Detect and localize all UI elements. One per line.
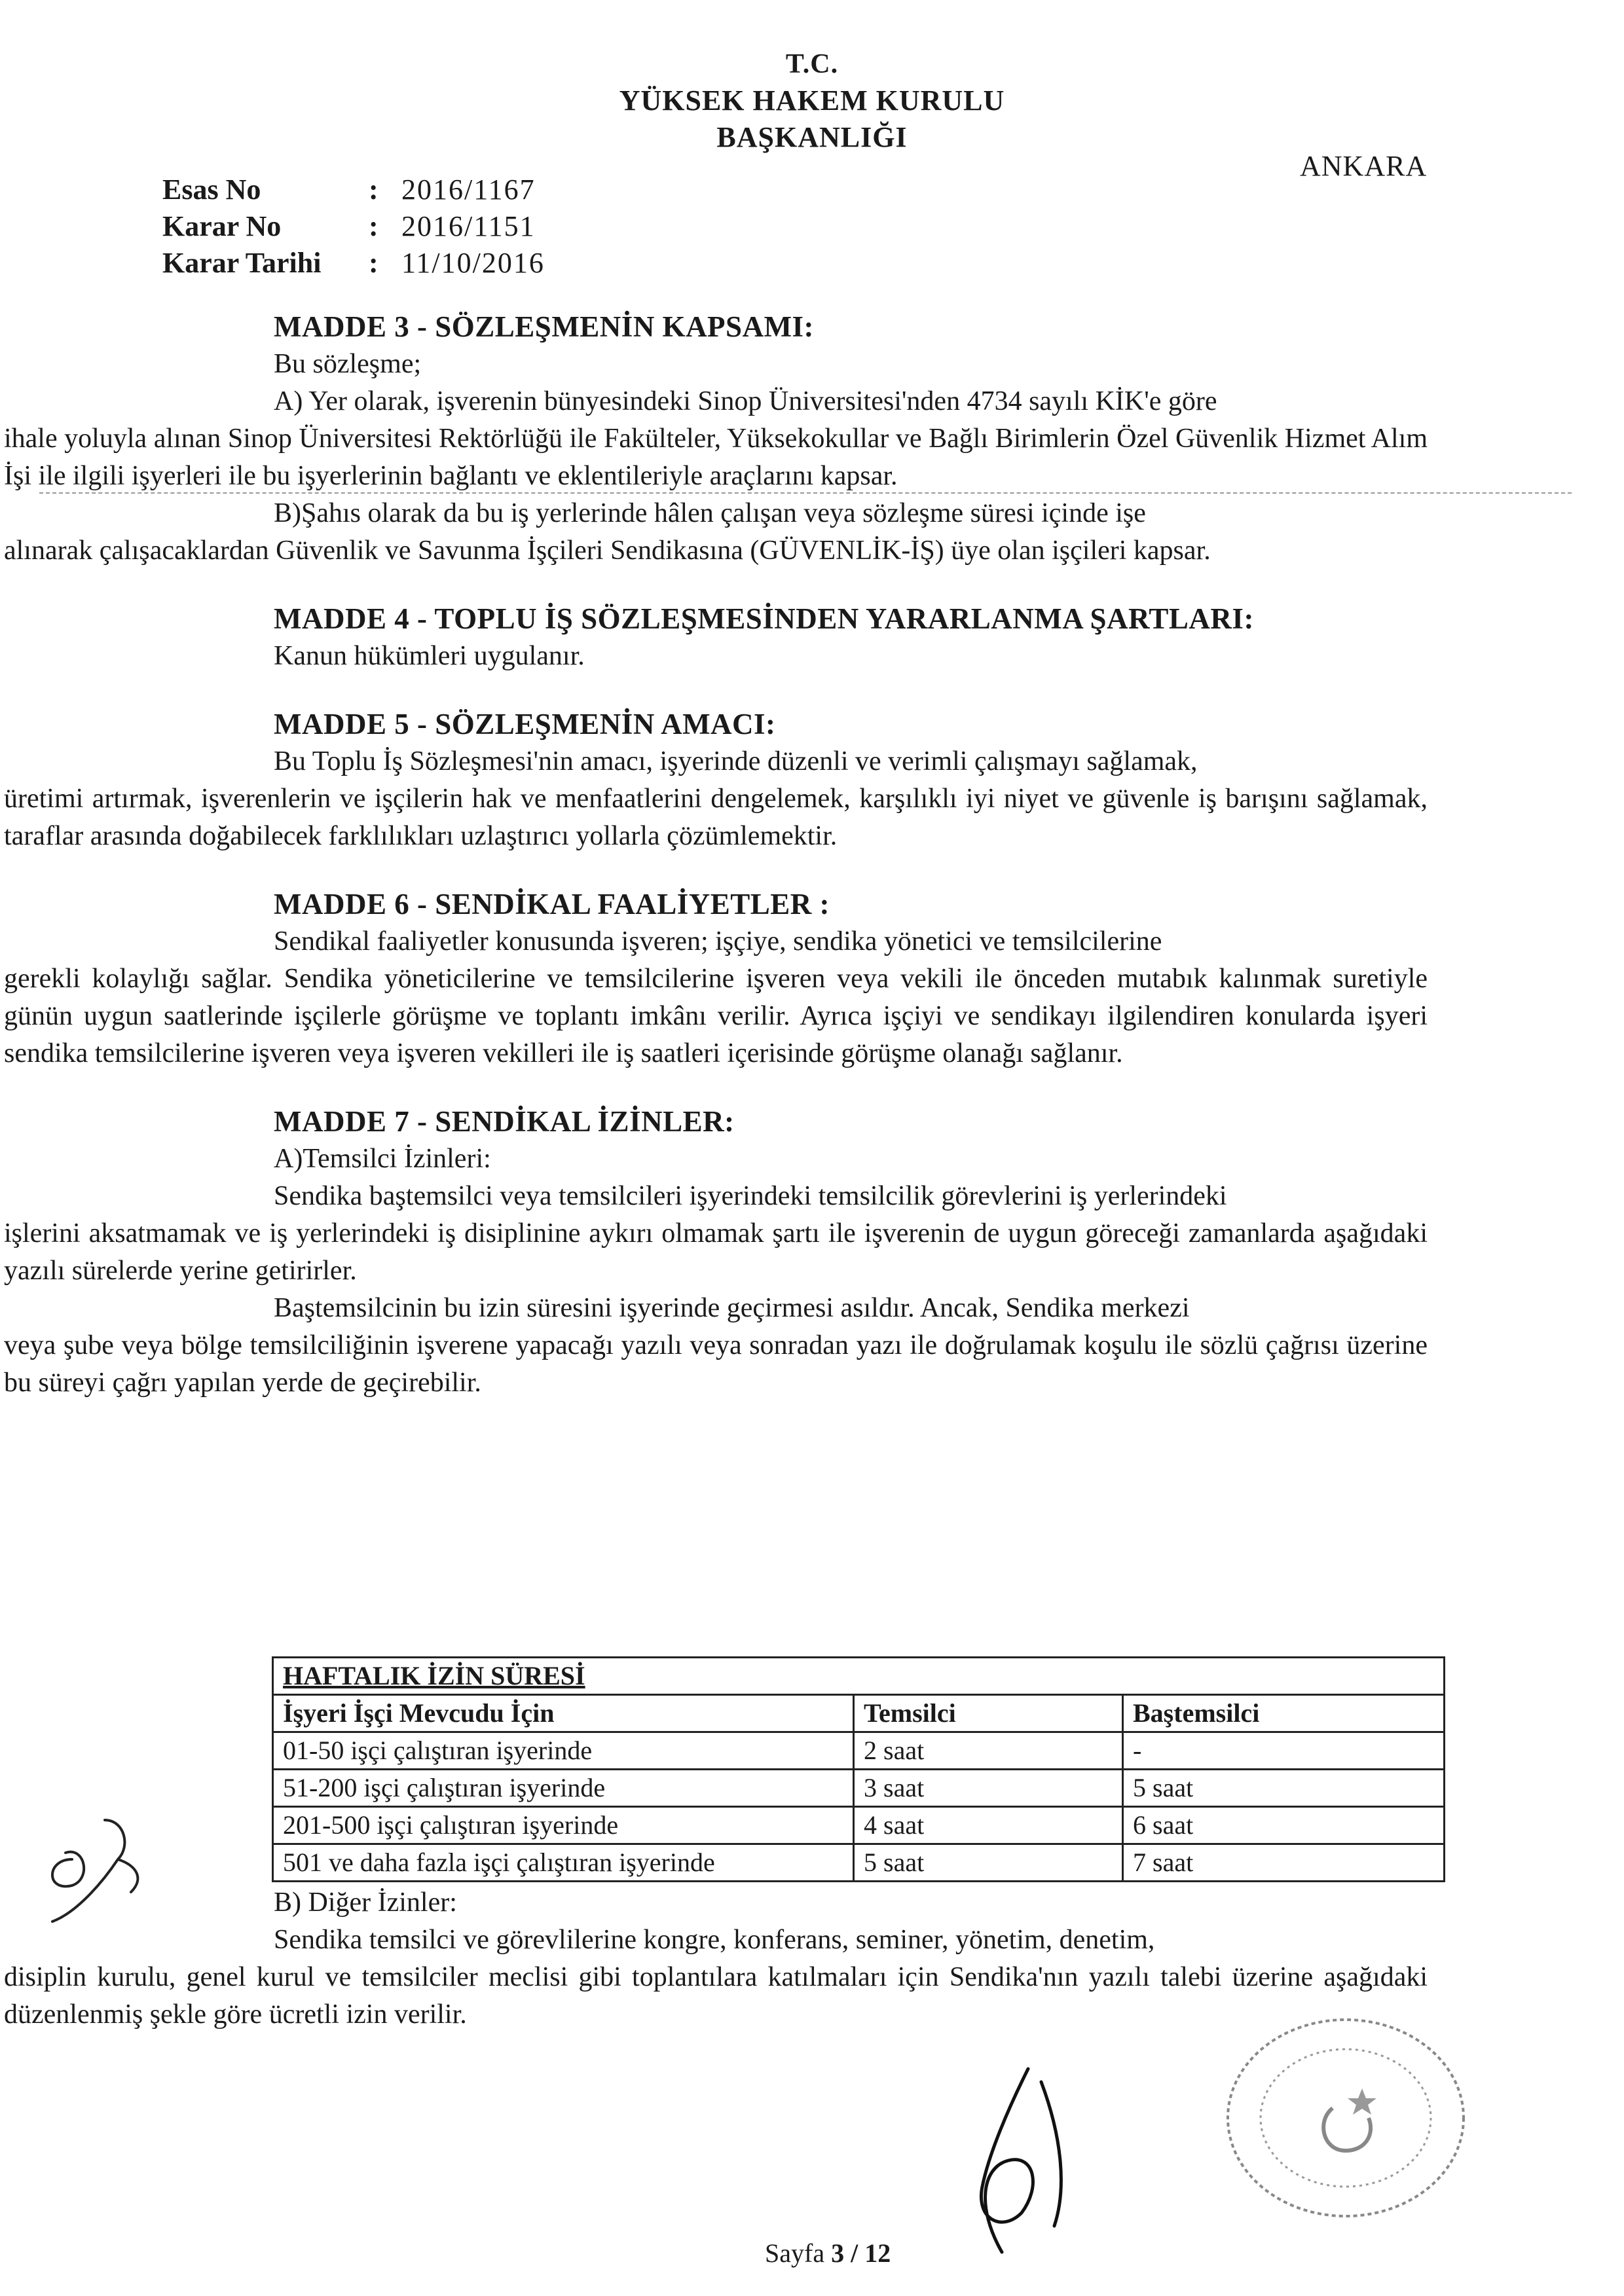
table-cell: 2 saat: [854, 1732, 1123, 1770]
table-header-cell: İşyeri İşçi Mevcudu İçin: [273, 1695, 854, 1732]
table-cell: 3 saat: [854, 1770, 1123, 1807]
case-info-row: [162, 245, 545, 282]
article-7-p2-first: Baştemsilcinin bu izin süresini işyerinde geçirmesi asıldır. Ancak, Sendika merkezi: [274, 1293, 1190, 1323]
case-info-label: Karar No: [162, 210, 282, 242]
table-row: [273, 1732, 1445, 1770]
article-5-first: Bu Toplu İş Sözleşmesi'nin amacı, işyerinde düzenli ve verimli çalışmayı sağlamak,: [274, 746, 1198, 776]
table-cell: 501 ve daha fazla işçi çalıştıran işyerinde: [273, 1844, 854, 1882]
article-7-heading: MADDE 7 - SENDİKAL İZİNLER:: [274, 1105, 735, 1138]
case-info-label: Esas No: [162, 173, 261, 206]
weekly-leave-table: [272, 1656, 1445, 1882]
table-cell: 01-50 işçi çalıştıran işyerinde: [273, 1732, 854, 1770]
header-line-presidency: BAŞKANLIĞI: [716, 121, 908, 153]
table-cell: 7 saat: [1123, 1844, 1445, 1882]
article-3-b-first: B)Şahıs olarak da bu iş yerlerinde hâlen çalışan veya sözleşme süresi içinde işe: [274, 498, 1146, 528]
page-footer: [765, 2238, 891, 2269]
article-3-intro: Bu sözleşme;: [274, 349, 422, 379]
case-info-row: [162, 172, 545, 208]
case-info-colon: :: [369, 210, 378, 242]
article-7-a-title: A)Temsilci İzinleri:: [274, 1144, 491, 1174]
article-6-rest: gerekli kolaylığı sağlar. Sendika yöneticilerine ve temsilcilerine işveren veya vekili ile önceden mutabık kalınmak suretiyle günün uygun saatlerinde işçilerle görüşme ve toplantı imkânı verilir. Ayrıca işçiyi ve sendikayı ilgilendiren konularda işyeri sendika temsilcilerine işveren veya işveren vekilleri ile iş saatleri içerisinde görüşme olanağı sağlanır.: [4, 964, 1428, 1068]
article-4-text: Kanun hükümleri uygulanır.: [274, 641, 585, 671]
header-line-tc: T.C.: [785, 49, 839, 79]
table-cell: 5 saat: [1123, 1770, 1445, 1807]
page-label: Sayfa: [765, 2238, 825, 2268]
table-row: [273, 1844, 1445, 1882]
article-7-p1-rest: işlerini aksatmamak ve iş yerlerindeki iş disiplinine aykırı olmamak şartı ile işverenin de uygun göreceği zamanlarda aşağıdaki yazılı sürelerde yerine getirirler.: [4, 1218, 1428, 1286]
page-separator: /: [851, 2238, 858, 2268]
article-4-heading: MADDE 4 - TOPLU İŞ SÖZLEŞMESİNDEN YARARLANMA ŞARTLARI:: [274, 602, 1254, 635]
case-info-value: 11/10/2016: [401, 247, 545, 279]
article-6-heading: MADDE 6 - SENDİKAL FAALİYETLER :: [274, 888, 830, 920]
case-info-colon: :: [369, 173, 378, 206]
table-row: [273, 1770, 1445, 1807]
article-7-b-rest: disiplin kurulu, genel kurul ve temsilciler meclisi gibi toplantılara katılmaları için Sendika'nın yazılı talebi üzerine aşağıdaki düzenlenmiş şekle göre ücretli izin verilir.: [4, 1962, 1428, 2030]
table-header-cell: Temsilci: [854, 1695, 1123, 1732]
official-stamp: [1218, 2010, 1473, 2226]
case-info-colon: :: [369, 247, 378, 279]
margin-initials-signature: [26, 1781, 157, 1931]
case-info: [162, 172, 545, 282]
case-info-label: Karar Tarihi: [162, 247, 322, 279]
article-6-first: Sendikal faaliyetler konusunda işveren; işçiye, sendika yönetici ve temsilcilerine: [274, 926, 1162, 957]
table-cell: 201-500 işçi çalıştıran işyerinde: [273, 1807, 854, 1844]
case-info-row: [162, 208, 545, 245]
table-cell: -: [1123, 1732, 1445, 1770]
table-cell: 4 saat: [854, 1807, 1123, 1844]
table-cell: 5 saat: [854, 1844, 1123, 1882]
table-row: [273, 1807, 1445, 1844]
article-3-heading: MADDE 3 - SÖZLEŞMENİN KAPSAMI:: [274, 310, 815, 343]
article-3-a-rest: ihale yoluyla alınan Sinop Üniversitesi Rektörlüğü ile Fakülteler, Yüksekokullar ve Bağlı Birimlerin Özel Güvenlik Hizmet Alım İşi ile ilgili işyerleri ile bu işyerlerinin bağlantı ve eklentileriyle araçlarını kapsar.: [4, 424, 1428, 491]
article-7-p2-rest: veya şube veya bölge temsilciliğinin işverene yapacağı yazılı veya sonradan yazı ile doğrulamak koşulu ile sözlü çağrısı üzerine bu süreyi çağrı yapılan yerde de geçirebilir.: [4, 1330, 1428, 1398]
header-line-institution: YÜKSEK HAKEM KURULU: [619, 84, 1005, 117]
article-5-heading: MADDE 5 - SÖZLEŞMENİN AMACI:: [274, 708, 776, 740]
table-header-row: [273, 1695, 1445, 1732]
article-5-rest: üretimi artırmak, işverenlerin ve işçilerin hak ve menfaatlerini dengelemek, karşılıklı iyi niyet ve güvenle iş barışını sağlamak, taraflar arasında doğabilecek farklılıkları uzlaştırıcı yollarla çözümlemektir.: [4, 784, 1428, 851]
article-7-b-first: Sendika temsilci ve görevlilerine kongre, konferans, seminer, yönetim, denetim,: [274, 1925, 1155, 1955]
table-cell: 51-200 işçi çalıştıran işyerinde: [273, 1770, 854, 1807]
institution-header: [576, 46, 1048, 156]
signature: [910, 2056, 1100, 2272]
article-3-a-first: A) Yer olarak, işverenin bünyesindeki Sinop Üniversitesi'nden 4734 sayılı KİK'e göre: [274, 386, 1217, 416]
table-header-cell: Baştemsilci: [1123, 1695, 1445, 1732]
table-cell: 6 saat: [1123, 1807, 1445, 1844]
page-current: 3: [831, 2238, 845, 2268]
case-info-value: 2016/1151: [401, 210, 536, 242]
case-info-value: 2016/1167: [401, 173, 536, 206]
table-title: HAFTALIK İZİN SÜRESİ: [283, 1661, 585, 1690]
article-7-b-title: B) Diğer İzinler:: [274, 1887, 457, 1918]
city-label: ANKARA: [1300, 150, 1428, 182]
table-title-row: [273, 1658, 1445, 1695]
article-7-p1-first: Sendika baştemsilci veya temsilcileri işyerindeki temsilcilik görevlerini iş yerlerindeki: [274, 1181, 1227, 1211]
article-3-b-rest: alınarak çalışacaklardan Güvenlik ve Savunma İşçileri Sendikasına (GÜVENLİK-İŞ) üye olan işçileri kapsar.: [4, 536, 1211, 566]
document-body: [4, 308, 1428, 1402]
page-total: 12: [864, 2238, 891, 2268]
